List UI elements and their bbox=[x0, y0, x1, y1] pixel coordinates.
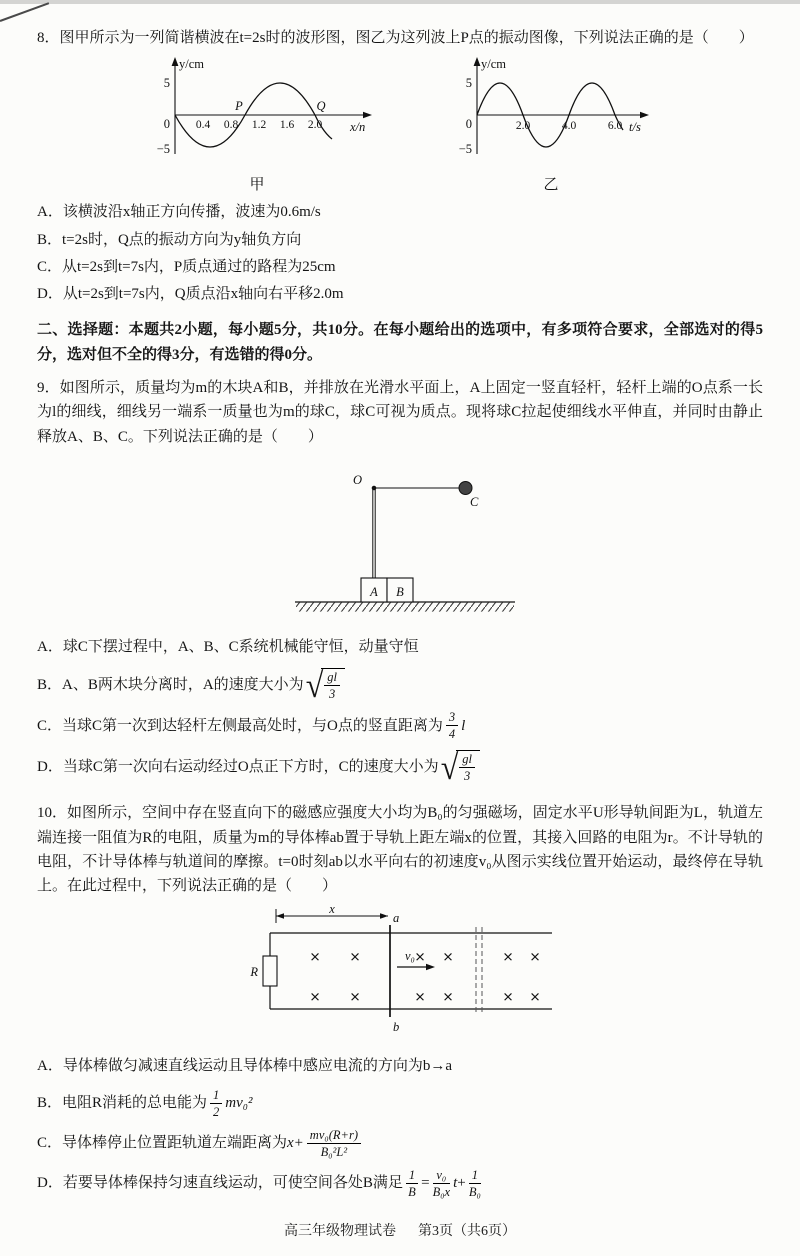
page-footer bbox=[37, 1208, 763, 1244]
svg-text:×: × bbox=[414, 949, 426, 966]
q8-options bbox=[37, 197, 763, 309]
fraction: $\frac{1}{2}$ bbox=[210, 1088, 222, 1119]
magnetic-field-cross-icons bbox=[309, 949, 540, 1005]
point-p-label: P bbox=[234, 99, 243, 114]
equals-sign: = bbox=[421, 1175, 430, 1192]
rod-end-b-label: b bbox=[393, 1020, 400, 1035]
svg-text:×: × bbox=[309, 949, 321, 966]
q9-option-c bbox=[37, 710, 763, 741]
expression-mv02: mv₀² bbox=[225, 1095, 253, 1112]
final-position-dashed-lines bbox=[476, 927, 482, 1015]
origin-label: 0 bbox=[163, 117, 170, 132]
resistor-r-label: R bbox=[250, 965, 258, 980]
q9-option-a: A．球C下摆过程中，A、B、C系统机械能守恒，动量守恒 bbox=[37, 638, 419, 655]
q10-option-b bbox=[37, 1088, 763, 1119]
svg-text:×: × bbox=[349, 989, 361, 1006]
q10-figure-wrap bbox=[37, 903, 763, 1045]
svg-text:×: × bbox=[529, 949, 541, 966]
origin-label: 0 bbox=[465, 117, 472, 132]
q8-option-b: B．t=2s时，Q点的振动方向为y轴负方向 bbox=[37, 231, 302, 248]
x-tick: 4.0 bbox=[561, 120, 576, 133]
fraction: $\frac{\text{v₀}}{\text{B₀x}}$ bbox=[432, 1167, 451, 1199]
x-tick: 2.0 bbox=[515, 120, 530, 133]
scan-corner-mark bbox=[0, 2, 49, 22]
q8-figures bbox=[37, 53, 763, 193]
block-b-label: B bbox=[396, 584, 404, 599]
y-axis-label: y/cm bbox=[480, 57, 506, 72]
variable-t: t bbox=[453, 1175, 458, 1192]
sqrt-expression bbox=[305, 664, 345, 705]
svg-text:×: × bbox=[442, 989, 454, 1006]
radical-sign: √ bbox=[305, 664, 324, 705]
fraction: $\frac{gl}{3}$ bbox=[324, 670, 340, 701]
y-axis-label: y/cm bbox=[178, 57, 204, 72]
q8-option-d: D．从t=2s到t=7s内，Q质点沿x轴向右平移2.0m bbox=[37, 286, 344, 303]
y-max-label: 5 bbox=[163, 76, 170, 91]
x-axis-label: t/s bbox=[628, 120, 641, 135]
x-tick: 1.2 bbox=[251, 119, 266, 132]
y-min-label: −5 bbox=[156, 142, 170, 157]
ground-hatching bbox=[296, 603, 514, 612]
q9-option-b bbox=[37, 664, 763, 705]
option-text: B．电阻R消耗的总电能为 bbox=[37, 1095, 208, 1112]
q8-option-c: C．从t=2s到t=7s内，P质点通过的路程为25cm bbox=[37, 258, 336, 275]
variable-l: l bbox=[461, 717, 466, 734]
fraction: $\frac{gl}{3}$ bbox=[459, 752, 475, 783]
q10-option-c bbox=[37, 1128, 763, 1159]
figure-caption: 乙 bbox=[542, 177, 559, 194]
q8-figure-yi-vibration-graph bbox=[451, 53, 656, 193]
q10-stem: 10．如图所示，空间中存在竖直向下的磁感应强度大小均为B₀的匀强磁场，固定水平U形导轨间距为L，轨道左端连接一阻值为R的电阻，质量为m的导体棒ab置于导轨上距左端x的位置，其接入回路的电阻为r。不计导轨的电阻，不计导体棒与轨道间的摩擦。t=0时刻ab以水平向右的初速度v₀从图示实线位置开始运动，最终停在导轨上。在此过程中，下列说法正确的是（ ） bbox=[37, 805, 763, 895]
svg-text:×: × bbox=[414, 989, 426, 1006]
q8-option-a: A．该横波沿x轴正方向传播，波速为0.6m/s bbox=[37, 204, 321, 221]
svg-text:×: × bbox=[502, 989, 514, 1006]
expression-x-plus: x+ bbox=[287, 1135, 304, 1152]
fraction: $\frac{1}{B}$ bbox=[406, 1168, 418, 1199]
distance-x-label: x bbox=[329, 903, 335, 917]
pivot-point-o bbox=[372, 486, 377, 491]
q9-figure-pendulum-blocks bbox=[240, 454, 560, 626]
option-text: C．导体棒停止位置距轨道左端距离为 bbox=[37, 1135, 288, 1152]
x-axis-label: x/n bbox=[349, 120, 365, 135]
svg-text:×: × bbox=[309, 989, 321, 1006]
q8-figure-jia-waveform bbox=[145, 53, 385, 193]
svg-text:×: × bbox=[349, 949, 361, 966]
svg-text:×: × bbox=[502, 949, 514, 966]
footer-page-number: 第3页（共6页） bbox=[418, 1223, 516, 1239]
x-tick: 6.0 bbox=[607, 120, 622, 133]
footer-exam-title: 高三年级物理试卷 bbox=[284, 1223, 396, 1239]
y-min-label: −5 bbox=[458, 142, 472, 157]
svg-text:×: × bbox=[529, 989, 541, 1006]
plus-sign: + bbox=[457, 1175, 466, 1192]
light-rod bbox=[373, 488, 375, 578]
q9-stem: 9．如图所示，质量均为m的木块A和B，并排放在光滑水平面上，A上固定一竖直轻杆，轻杆上端的O点系一长为l的细线，细线另一端系一质量也为m的球C，球C可视为质点。现将球C拉起使细线水平伸直，并同时由静止释放A、B、C。下列说法正确的是（ ） bbox=[37, 380, 763, 445]
section2-header: 二、选择题：本题共2小题，每小题5分，共10分。在每小题给出的选项中，有多项符合要求，全部选对的得5分，选对但不全的得3分，有选错的得0分。 bbox=[37, 322, 763, 363]
option-text: D．当球C第一次向右运动经过O点正下方时，C的速度大小为 bbox=[37, 758, 439, 775]
option-text: D．若要导体棒保持匀速直线运动，可使空间各处B满足 bbox=[37, 1175, 403, 1192]
axes bbox=[175, 62, 366, 154]
x-tick: 1.6 bbox=[279, 119, 294, 132]
y-max-label: 5 bbox=[465, 76, 472, 91]
x-tick: 0.4 bbox=[195, 119, 210, 132]
q8-stem: 8．图甲所示为一列简谐横波在t=2s时的波形图，图乙为这列波上P点的振动图像，下列说法正确的是（ ） bbox=[37, 30, 754, 46]
fraction: $\frac{1}{\text{B₀}}$ bbox=[468, 1167, 481, 1199]
resistor-symbol bbox=[263, 956, 277, 986]
point-q-label: Q bbox=[315, 99, 326, 114]
q9-options bbox=[37, 632, 763, 792]
svg-text:×: × bbox=[442, 949, 454, 966]
q10-option-d bbox=[37, 1168, 763, 1199]
q10-figure-rail-circuit bbox=[230, 903, 570, 1045]
point-o-label: O bbox=[352, 472, 362, 487]
figure-caption: 甲 bbox=[248, 177, 265, 194]
q9-option-d bbox=[37, 746, 763, 787]
axes bbox=[477, 62, 643, 154]
option-text: C．当球C第一次到达轻杆左侧最高处时，与O点的竖直距离为 bbox=[37, 717, 443, 734]
block-a-label: A bbox=[370, 584, 378, 599]
radical-sign: √ bbox=[440, 746, 459, 787]
ball-c bbox=[459, 481, 472, 494]
q9-figure-wrap bbox=[37, 454, 763, 626]
q10-options bbox=[37, 1051, 763, 1207]
q10-option-a: A．导体棒做匀减速直线运动且导体棒中感应电流的方向为b→a bbox=[37, 1058, 452, 1075]
option-text: B．A、B两木块分离时，A的速度大小为 bbox=[37, 676, 304, 693]
x-tick: 2.0 bbox=[307, 119, 322, 132]
fraction: $\frac{3}{4}$ bbox=[446, 710, 458, 741]
sqrt-expression bbox=[440, 746, 480, 787]
ball-c-label: C bbox=[470, 494, 479, 509]
fraction: $\frac{\text{mv₀(R+r)}}{\text{B₀²L²}}$ bbox=[307, 1128, 361, 1159]
velocity-v0-label: v₀ bbox=[405, 949, 415, 964]
rod-end-a-label: a bbox=[393, 911, 400, 926]
x-tick: 0.8 bbox=[223, 119, 238, 132]
